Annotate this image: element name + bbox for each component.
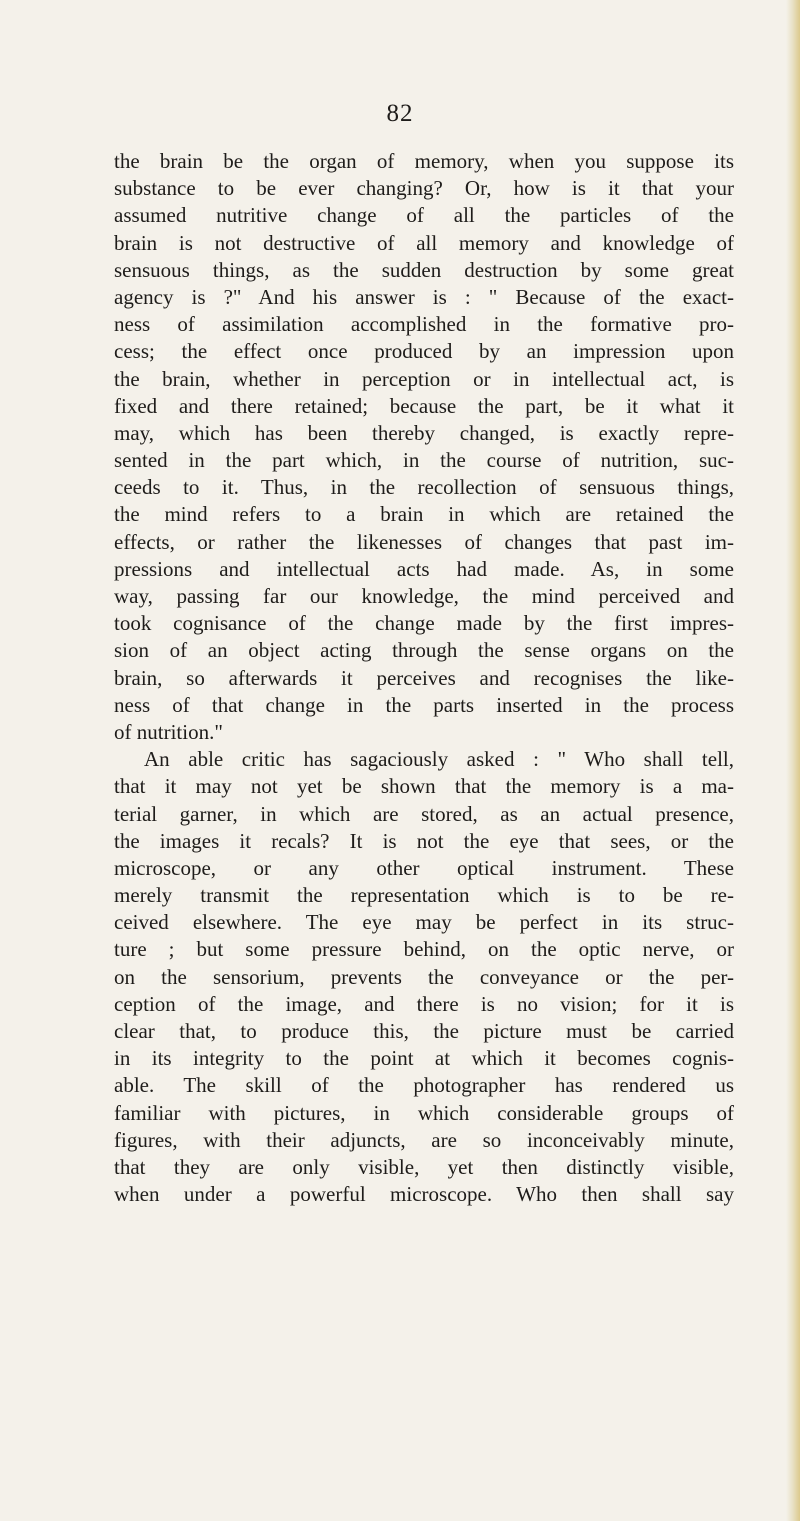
text-line: terial garner, in which are stored, as an actual presence, [114, 801, 734, 826]
text-line: fixed and there retained; because the part, be it what it [114, 393, 734, 418]
text-line: that they are only visible, yet then distinctly visible, [114, 1154, 734, 1179]
text-line: sion of an object acting through the sense organs on the [114, 638, 734, 663]
text-line: the brain be the organ of memory, when you suppose its [114, 149, 734, 173]
text-line: may, which has been thereby changed, is exactly repre- [114, 420, 734, 445]
text-line: ness of assimilation accomplished in the formative pro- [114, 312, 734, 337]
text-line: microscope, or any other optical instrument. These [114, 855, 734, 880]
text-line: pressions and intellectual acts had made. As, in some [114, 556, 734, 581]
text-line: sented in the part which, in the course of nutrition, suc- [114, 448, 734, 473]
text-line: sensuous things, as the sudden destruction by some great [114, 257, 734, 282]
text-line: ceeds to it. Thus, in the recollection of sensuous things, [114, 475, 734, 500]
page-number: 82 [386, 100, 414, 127]
text-line: able. The skill of the photographer has rendered us [114, 1073, 734, 1098]
text-line: clear that, to produce this, the picture must be carried [114, 1019, 734, 1043]
text-line: An able critic has sagaciously asked : " Who shall tell, [144, 747, 734, 772]
text-line: ception of the image, and there is no vision; for it is [114, 991, 734, 1016]
text-line: the brain, whether in perception or in intellectual act, is [114, 366, 734, 391]
text-line: on the sensorium, prevents the conveyance or the per- [114, 964, 734, 989]
text-line: substance to be ever changing? Or, how is it that your [114, 176, 734, 201]
text-line: brain, so afterwards it perceives and recognises the like- [114, 665, 734, 690]
body-text [114, 148, 734, 1208]
text-line: agency is ?" And his answer is : " Because of the exact- [114, 284, 734, 309]
text-line: figures, with their adjuncts, are so inconceivably minute, [114, 1127, 734, 1152]
text-line: assumed nutritive change of all the particles of the [114, 203, 734, 228]
text-line: merely transmit the representation which is to be re- [114, 883, 734, 908]
text-line: of nutrition." [114, 719, 223, 744]
text-line: when under a powerful microscope. Who then shall say [114, 1182, 734, 1207]
text-line: in its integrity to the point at which it becomes cognis- [114, 1046, 734, 1071]
text-line: took cognisance of the change made by the first impres- [114, 611, 734, 636]
text-line: ness of that change in the parts inserted in the process [114, 692, 734, 717]
text-line: familiar with pictures, in which considerable groups of [114, 1100, 734, 1125]
text-line: ture ; but some pressure behind, on the optic nerve, or [114, 937, 734, 962]
text-line: the images it recals? It is not the eye that sees, or the [114, 828, 734, 853]
text-line: the mind refers to a brain in which are retained the [114, 502, 734, 527]
text-line: cess; the effect once produced by an impression upon [114, 339, 734, 364]
text-line: way, passing far our knowledge, the mind perceived and [114, 584, 734, 608]
text-line: effects, or rather the likenesses of changes that past im- [114, 529, 734, 554]
text-line: ceived elsewhere. The eye may be perfect in its struc- [114, 910, 734, 935]
page-edge-shadow [786, 0, 800, 1521]
text-line: that it may not yet be shown that the memory is a ma- [114, 774, 734, 799]
text-line: brain is not destructive of all memory and knowledge of [114, 230, 734, 255]
